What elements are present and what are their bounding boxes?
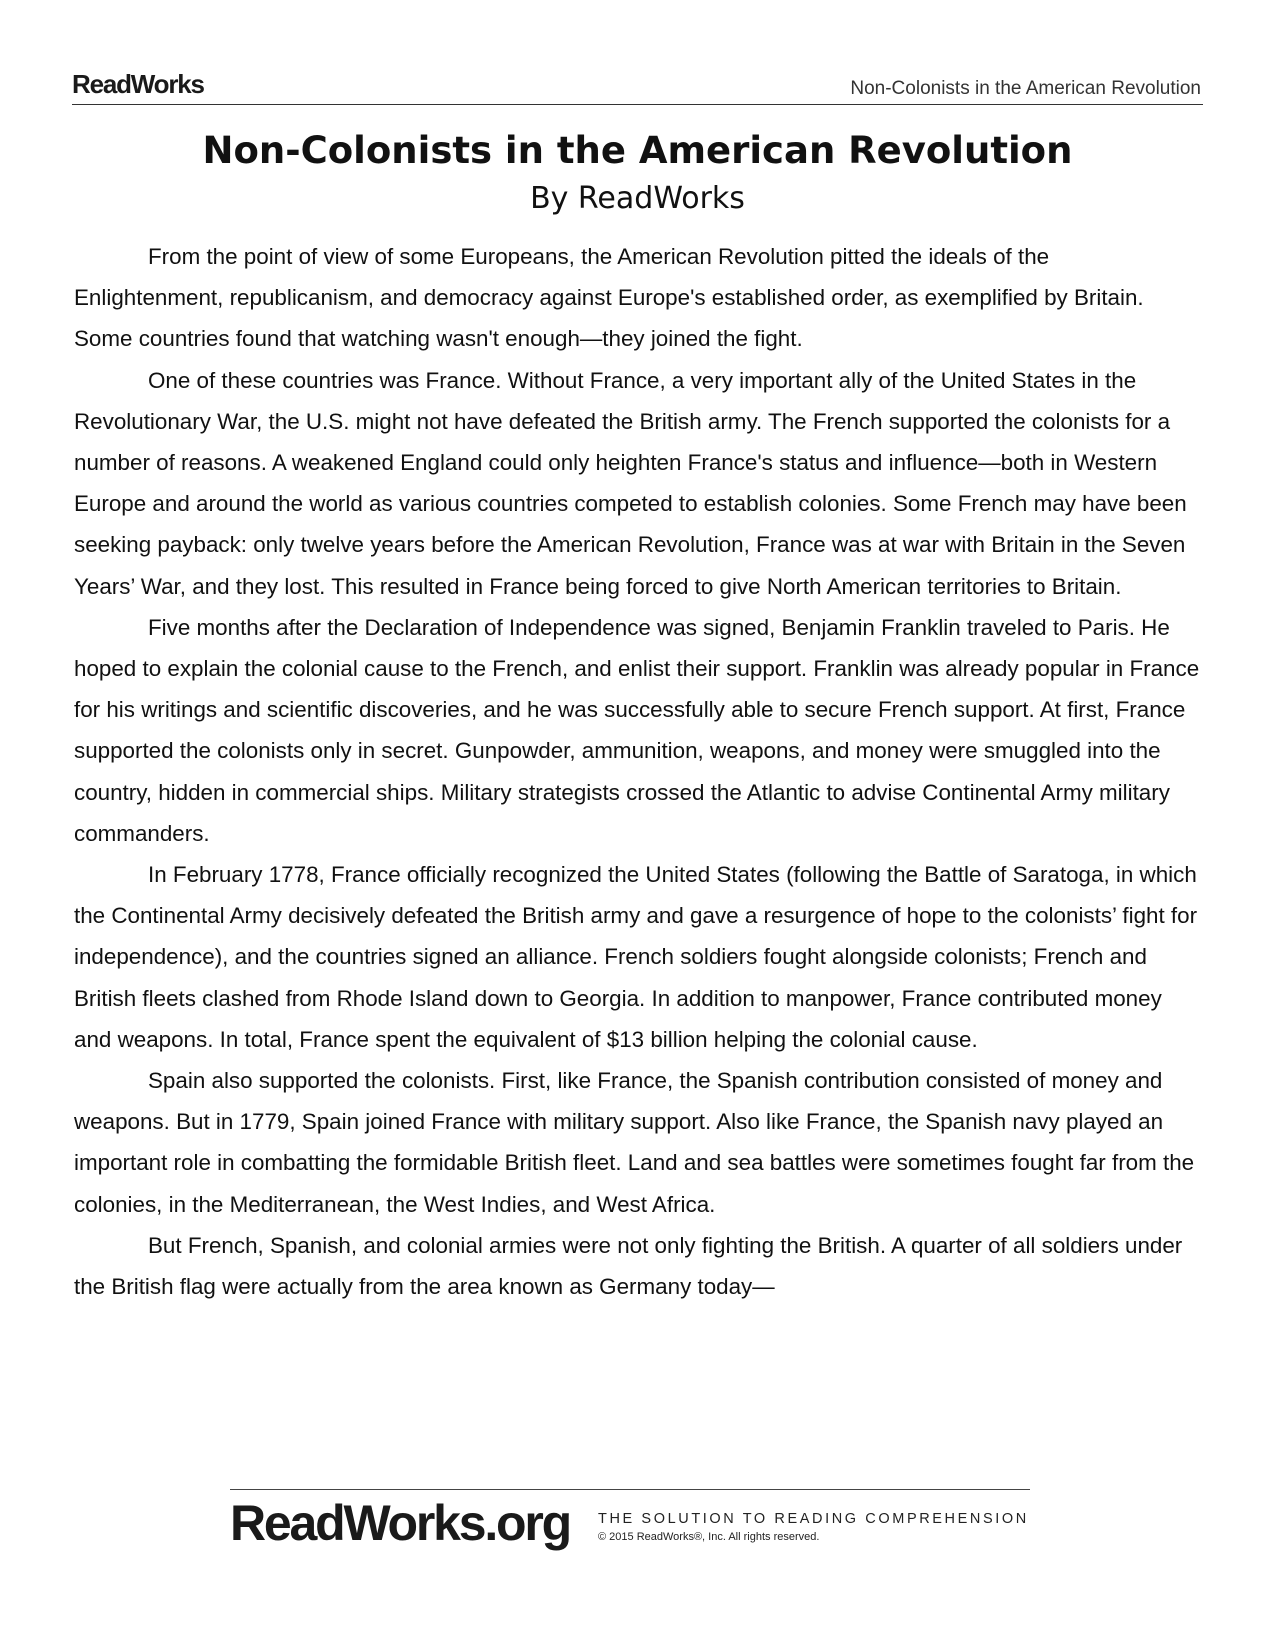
- paragraph: From the point of view of some Europeans, the American Revolution pitted the ideals of the Enlightenment, republicanism, and democracy against Europe's established order, as exemplified by Britain. Some countries found that watching wasn't enough—they joined the fight.: [74, 244, 1144, 352]
- running-title: Non-Colonists in the American Revolution: [850, 78, 1201, 99]
- footer-copyright: © 2015 ReadWorks®, Inc. All rights reserved.: [598, 1531, 820, 1543]
- page-title: Non-Colonists in the American Revolution: [202, 129, 1073, 172]
- byline: By ReadWorks: [530, 181, 745, 216]
- paragraph: In February 1778, France officially recognized the United States (following the Battle of Saratoga, in which the Continental Army decisively defeated the British army and gave a resurgence of hope to the colonists’ fight for independence), and the countries signed an alliance. French soldiers fought alongside colonists; French and British fleets clashed from Rhode Island down to Georgia. In addition to manpower, France contributed money and weapons. In total, France spent the equivalent of $13 billion helping the colonial cause.: [74, 862, 1198, 1052]
- paragraph: Five months after the Declaration of Independence was signed, Benjamin Franklin traveled to Paris. He hoped to explain the colonial cause to the French, and enlist their support. Franklin was already popular in France for his writings and scientific discoveries, and he was successfully able to secure French support. At first, France supported the colonists only in secret. Gunpowder, ammunition, weapons, and money were smuggled into the country, hidden in commercial ships. Military strategists crossed the Atlantic to advise Continental Army military commanders.: [74, 614, 1200, 846]
- paragraph: Spain also supported the colonists. First, like France, the Spanish contribution consisted of money and weapons. But in 1779, Spain joined France with military support. Also like France, the Spanish navy played an important role in combatting the formidable British fleet. Land and sea battles were sometimes fought far from the colonies, in the Mediterranean, the West Indies, and West Africa.: [74, 1068, 1195, 1217]
- page-header: [72, 70, 1203, 105]
- readworks-logo: ReadWorks: [72, 69, 204, 99]
- paragraph: But French, Spanish, and colonial armies were not only fighting the British. A quarter of all soldiers under the British flag were actually from the area known as Germany today—: [74, 1232, 1183, 1300]
- paragraph: One of these countries was France. Without France, a very important ally of the United States in the Revolutionary War, the U.S. might not have defeated the British army. The French supported the colonists for a number of reasons. A weakened England could only heighten France's status and influence—both in Western Europe and around the world as various countries competed to establish colonies. Some French may have been seeking payback: only twelve years before the American Revolution, France was at war with Britain in the Seven Years’ War, and they lost. This resulted in France being forced to give North American territories to Britain.: [74, 367, 1187, 599]
- footer-tagline: THE SOLUTION TO READING COMPREHENSION: [598, 1511, 1029, 1527]
- footer-logo: ReadWorks.org: [230, 1495, 571, 1551]
- article-body: [74, 236, 1204, 1307]
- footer-divider: [230, 1489, 1030, 1490]
